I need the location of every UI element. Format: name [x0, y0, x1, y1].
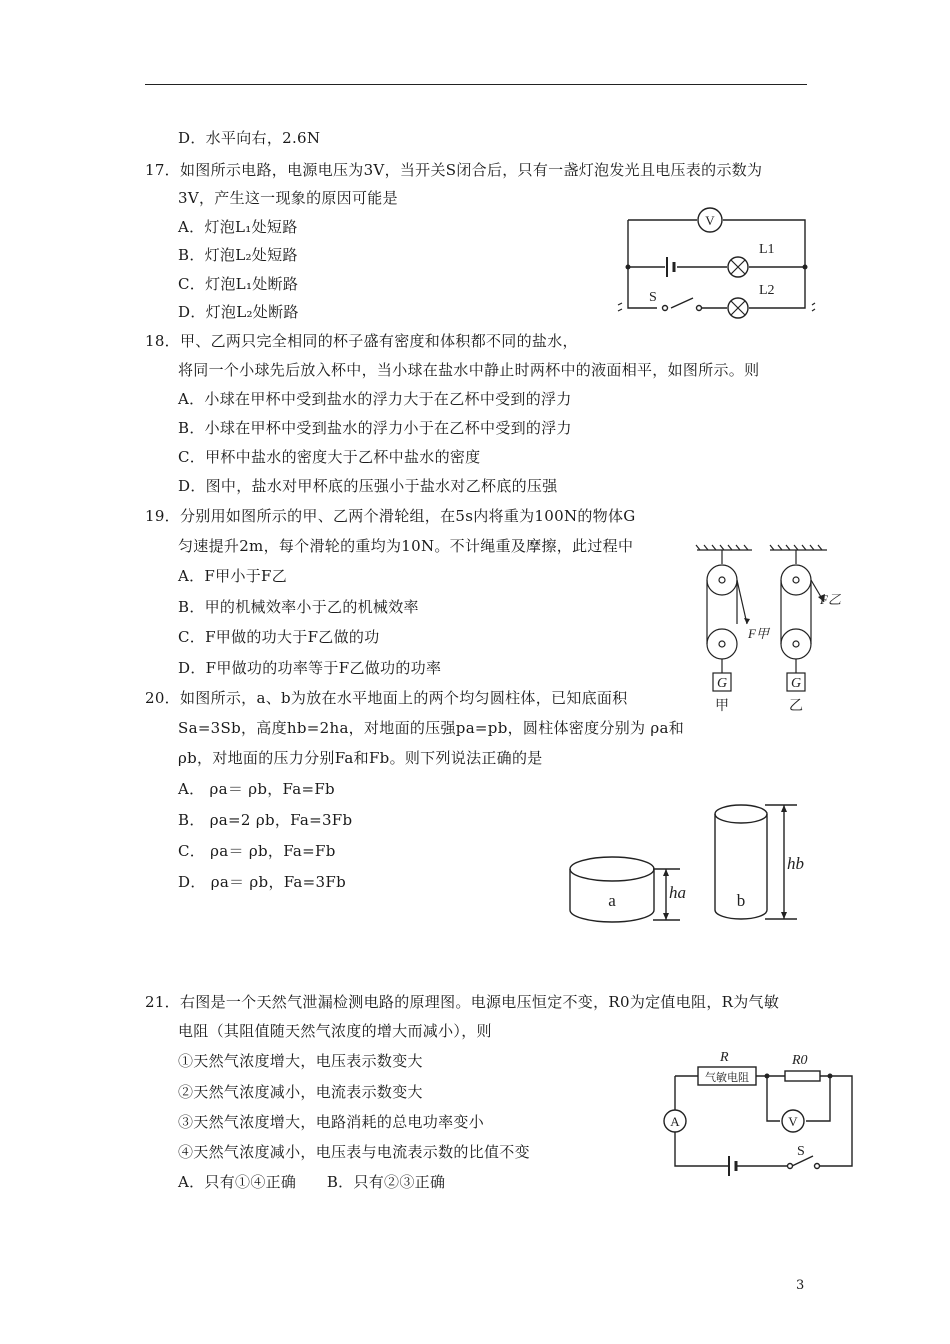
q21-options: A．只有①④正确 B．只有②③正确 [178, 1173, 446, 1191]
q20-option-d: D． ρa＝ ρb，Fa=3Fb [178, 873, 346, 891]
q21-statement-3: ③天然气浓度增大，电路消耗的总电功率变小 [178, 1113, 485, 1131]
q17-stem-line1: 17．如图所示电路，电源电压为3V，当开关S闭合后，只有一盏灯泡发光且电压表的示数为 [145, 161, 763, 179]
svg-text:L2: L2 [759, 283, 775, 298]
header-rule [145, 84, 807, 85]
svg-text:V: V [788, 1114, 798, 1129]
svg-text:a: a [608, 891, 616, 910]
q17-option-c: C．灯泡L₁处断路 [178, 275, 299, 293]
svg-text:G: G [716, 676, 728, 691]
q21-stem-line1: 21．右图是一个天然气泄漏检测电路的原理图。电源电压恒定不变，R0为定值电阻，R为气敏 [145, 993, 780, 1011]
q18-stem-line2: 将同一个小球先后放入杯中，当小球在盐水中静止时两杯中的液面相平，如图所示。则 [178, 361, 760, 379]
svg-text:G: G [790, 676, 802, 691]
lamp-l1-icon [728, 257, 748, 277]
q18-option-b: B．小球在甲杯中受到盐水的浮力小于在乙杯中受到的浮力 [178, 419, 572, 437]
svg-text:b: b [736, 891, 746, 910]
q17-option-b: B．灯泡L₂处短路 [178, 246, 298, 264]
q20-stem-line3: ρb，对地面的压力分别Fa和Fb。则下列说法正确的是 [178, 749, 543, 767]
q16-option-d: D．水平向右，2.6N [178, 129, 321, 147]
svg-text:V: V [705, 213, 715, 228]
svg-text:气敏电阻: 气敏电阻 [705, 1072, 749, 1084]
q20-stem-line2: Sa=3Sb，高度hb=2ha，对地面的压强pa=pb，圆柱体密度分别为 ρa和 [178, 719, 685, 737]
q21-stem-line2: 电阻（其阻值随天然气浓度的增大而减小），则 [178, 1022, 492, 1040]
svg-text:F乙: F乙 [820, 592, 841, 607]
q18-option-c: C．甲杯中盐水的密度大于乙杯中盐水的密度 [178, 448, 481, 466]
q17-option-d: D．灯泡L₂处断路 [178, 303, 299, 321]
q20-stem-line1: 20．如图所示，a、b为放在水平地面上的两个均匀圆柱体，已知底面积 [145, 689, 628, 707]
q21-statement-1: ①天然气浓度增大，电压表示数变大 [178, 1052, 423, 1070]
q17-stem-line2: 3V，产生这一现象的原因可能是 [178, 189, 398, 207]
q21-statement-4: ④天然气浓度减小，电压表与电流表示数的比值不变 [178, 1143, 530, 1161]
q20-option-c: C． ρa＝ ρb，Fa=Fb [178, 842, 336, 860]
svg-text:F甲: F甲 [748, 626, 769, 641]
q17-circuit-figure [615, 205, 825, 325]
svg-text:乙: 乙 [789, 699, 803, 714]
q19-pulley-figure [692, 542, 852, 712]
q21-circuit-figure [660, 1040, 860, 1170]
q19-option-d: D．F甲做功的功率等于F乙做功的功率 [178, 659, 442, 677]
svg-text:L1: L1 [759, 242, 775, 257]
q19-option-a: A．F甲小于F乙 [178, 567, 288, 585]
q19-stem-line1: 19．分别用如图所示的甲、乙两个滑轮组，在5s内将重为100N的物体G [145, 507, 636, 525]
svg-text:R: R [720, 1050, 729, 1065]
q19-option-b: B．甲的机械效率小于乙的机械效率 [178, 598, 419, 616]
q18-stem-line1: 18．甲、乙两只完全相同的杯子盛有密度和体积都不同的盐水， [145, 332, 578, 350]
svg-text:S: S [797, 1144, 805, 1159]
svg-text:ha: ha [669, 883, 686, 902]
svg-text:S: S [649, 290, 657, 305]
q18-option-a: A．小球在甲杯中受到盐水的浮力大于在乙杯中受到的浮力 [178, 390, 572, 408]
page-number: 3 [796, 1278, 805, 1293]
q19-option-c: C．F甲做的功大于F乙做的功 [178, 628, 380, 646]
q18-option-d: D．图中，盐水对甲杯底的压强小于盐水对乙杯底的压强 [178, 477, 558, 495]
q20-option-b: B． ρa=2 ρb，Fa=3Fb [178, 811, 353, 829]
q20-option-a: A． ρa＝ ρb，Fa=Fb [178, 780, 335, 798]
svg-text:hb: hb [787, 854, 804, 873]
svg-text:甲: 甲 [715, 699, 729, 714]
q20-cylinders-figure [565, 797, 815, 927]
svg-text:R0: R0 [792, 1053, 808, 1068]
svg-text:A: A [670, 1114, 680, 1129]
lamp-l2-icon [728, 298, 748, 318]
q19-stem-line2: 匀速提升2m，每个滑轮的重均为10N。不计绳重及摩擦，此过程中 [178, 537, 634, 555]
q21-statement-2: ②天然气浓度减小，电流表示数变大 [178, 1083, 423, 1101]
q17-option-a: A．灯泡L₁处短路 [178, 218, 298, 236]
